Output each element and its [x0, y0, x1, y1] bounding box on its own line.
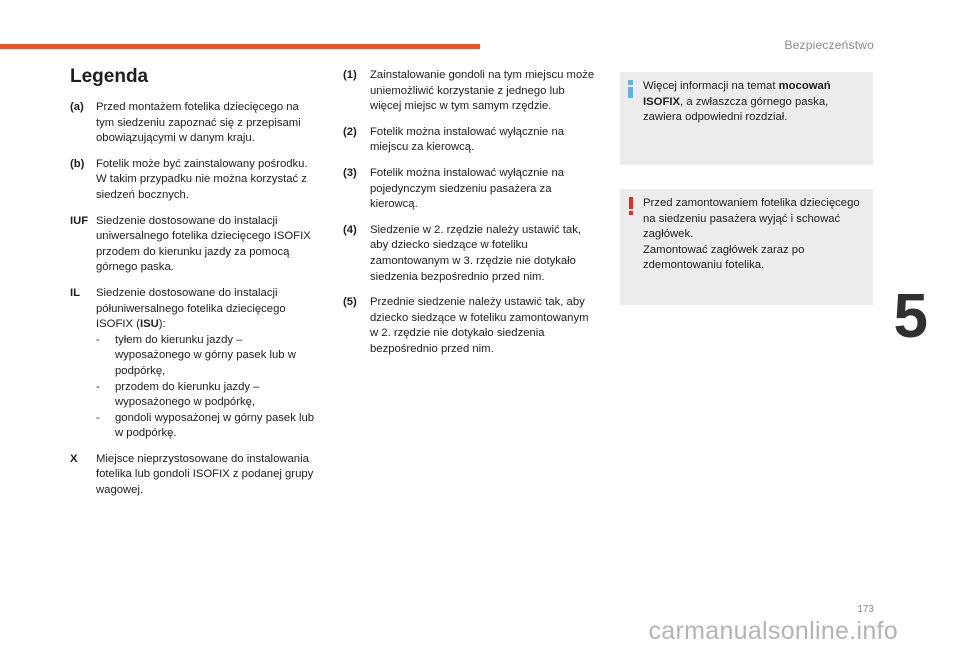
legend-entry-b [70, 157, 320, 204]
warning-box [620, 189, 873, 305]
accent-bar [0, 44, 480, 49]
note-1 [343, 68, 597, 115]
note-2 [343, 125, 597, 156]
note-key: (1) [343, 69, 357, 81]
legend-sublist [96, 333, 320, 442]
note-text: Przednie siedzenie należy ustawić tak, aby dziecko siedzące w foteliku zamontowanym w 2. rzędzie nie dotykało siedzenia bezpośrednio przed nim. [370, 296, 589, 355]
legend-text-part: Siedzenie dostosowane do instalacji półuniwersalnego fotelika dziecięcego ISOFIX ( [96, 286, 286, 331]
legend-text-bold: ISU [139, 318, 159, 331]
page-number: 173 [857, 604, 874, 615]
legend-key: X [70, 452, 78, 465]
legend-text: Fotelik może być zainstalowany pośrodku. W takim przypadku nie można korzystać z siedzeń bocznych. [96, 157, 308, 201]
dash-bullet: - [96, 411, 100, 424]
legend-subitem [96, 333, 320, 380]
note-text: Fotelik można instalować wyłącznie na miejscu za kierowcą. [370, 125, 565, 154]
note-text: Fotelik można instalować wyłącznie na pojedynczym siedzeniu pasażera za kierowcą. [370, 166, 565, 211]
legend-entry-a [70, 100, 320, 147]
info-text-part: Więcej informacji na temat [643, 80, 779, 92]
note-key: (5) [343, 296, 357, 309]
notes-column [343, 68, 597, 368]
legend-entry-iuf [70, 214, 320, 276]
section-title: Bezpieczeństwo [784, 38, 874, 52]
legend-key: (a) [70, 101, 84, 113]
info-box [620, 72, 873, 165]
note-key: (2) [343, 125, 357, 138]
legend-subitem-text: tyłem do kierunku jazdy – wyposażonego w górny pasek lub w podpórkę, [115, 333, 296, 377]
legend-text: Przed montażem fotelika dziecięcego na tym siedzeniu zapoznać się z przepisami obowiązującymi w danym kraju. [96, 101, 301, 145]
legend-entry-il [70, 286, 320, 442]
legend-entry-x [70, 452, 320, 499]
watermark: carmanualsonline.info [648, 617, 898, 645]
warning-icon [628, 197, 634, 215]
note-4 [343, 223, 597, 285]
legend-title: Legenda [70, 66, 149, 87]
note-5 [343, 295, 597, 357]
note-text: Siedzenie w 2. rzędzie należy ustawić tak, aby dziecko siedzące w foteliku zamontowanym w 3. rzędzie nie dotykało siedzenia bezpośrednio przed nim. [370, 223, 581, 283]
warning-text: Przed zamontowaniem fotelika dziecięcego na siedzeniu pasażera wyjąć i schować zagłówek. [643, 197, 860, 241]
legend-column [70, 66, 320, 509]
legend-key: (b) [70, 157, 85, 170]
legend-text: Miejsce nieprzystosowane do instalowania fotelika lub gondoli ISOFIX z podanej grupy wagowej. [96, 452, 314, 497]
legend-text: Siedzenie dostosowane do instalacji uniwersalnego fotelika dziecięcego ISOFIX przodem do kierunku jazdy za pomocą górnego paska. [96, 214, 311, 274]
note-3 [343, 166, 597, 213]
note-text: Zainstalowanie gondoli na tym miejscu może uniemożliwić korzystanie z jednego lub więcej miejsc w tym samym rzędzie. [370, 69, 595, 113]
info-text-bold: mocowań ISOFIX [643, 80, 831, 108]
legend-subitem-text: gondoli wyposażonej w górny pasek lub w podpórkę. [115, 411, 315, 440]
dash-bullet: - [96, 380, 100, 393]
legend-subitem [96, 411, 320, 442]
legend-subitem-text: przodem do kierunku jazdy – wyposażonego w podpórkę, [115, 380, 260, 409]
note-key: (3) [343, 166, 357, 179]
info-text-part: , a zwłaszcza górnego paska, zawiera odpowiedni rozdział. [643, 95, 829, 124]
info-text [643, 79, 863, 126]
legend-text [96, 287, 286, 330]
info-icon [628, 80, 633, 98]
note-key: (4) [343, 223, 357, 236]
legend-key: IL [70, 286, 81, 299]
dash-bullet: - [96, 333, 100, 346]
legend-key: IUF [70, 214, 89, 227]
legend-text-part: ): [158, 318, 166, 331]
warning-text-2: Zamontować zagłówek zaraz po zdemontowaniu fotelika. [643, 243, 805, 272]
chapter-number: 5 [893, 282, 928, 351]
legend-subitem [96, 380, 320, 411]
